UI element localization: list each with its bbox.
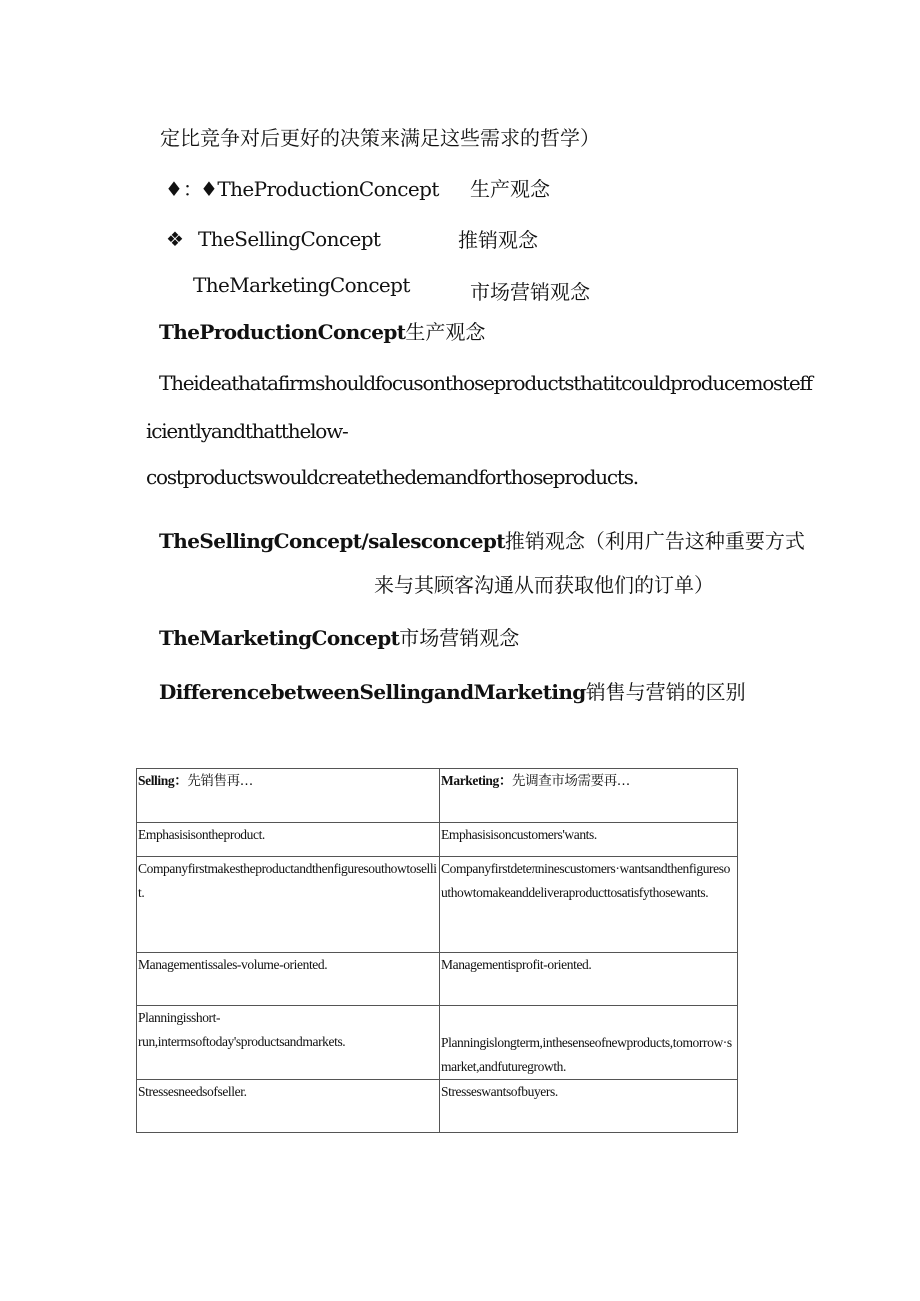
comparison-table xyxy=(136,768,738,1133)
heading-en: TheMarketingConcept xyxy=(159,626,400,650)
production-para-line-3: costproductswouldcreatethedemandforthoseproducts. xyxy=(146,465,638,489)
cell-selling: Managementissales-volume-oriented. xyxy=(137,953,440,1006)
table-row xyxy=(137,823,738,857)
cell-marketing: Stresseswantsofbuyers. xyxy=(440,1080,738,1133)
bullet-label-zh: 推销观念 xyxy=(458,228,538,252)
ornament-bullet-icon: ❖ xyxy=(166,227,184,251)
cell-marketing: Companyfirstdeteπninescustomers·wantsandthenfiguresouthowtomakeanddeliveraproducttosatisfythosewants. xyxy=(440,857,738,953)
marketing-label: Marketing： xyxy=(441,773,512,788)
intro-line: 定比竞争对后更好的决策来满足这些需求的哲学） xyxy=(160,126,600,150)
table-row xyxy=(137,1080,738,1133)
selling-line-1: Planningisshort- xyxy=(138,1010,221,1025)
production-heading xyxy=(159,320,485,344)
selling-heading-cont: 来与其顾客沟通从而获取他们的订单） xyxy=(374,573,714,597)
heading-zh: 销售与营销的区别 xyxy=(585,680,746,704)
production-para-line-1: Theideathatafirmshouldfocusonthoseproductsthatitcouldproducemosteff xyxy=(159,371,812,395)
bullet-label-zh: 生产观念 xyxy=(470,177,550,201)
header-selling xyxy=(137,769,440,823)
bullet-label-zh: 市场营销观念 xyxy=(470,280,590,304)
bullet-label-en: TheSellingConcept xyxy=(198,227,381,251)
heading-zh: 生产观念 xyxy=(405,320,486,344)
diamond-bullet-icon: ♦： xyxy=(165,177,203,201)
selling-label: Selling： xyxy=(138,773,188,788)
marketing-desc: 先调查市场需要再… xyxy=(512,773,630,789)
heading-zh: 推销观念（利用广告这种重要方式 xyxy=(504,529,805,553)
table-row xyxy=(137,953,738,1006)
bullet-label-en: ♦TheProductionConcept xyxy=(200,177,439,201)
cell-selling: Emphasisisontheproduct. xyxy=(137,823,440,857)
selling-heading xyxy=(159,529,805,553)
table-header-row xyxy=(137,769,738,823)
heading-en: DifferencebetweenSellingandMarketing xyxy=(159,680,586,704)
heading-en: TheSellingConcept/salesconcept xyxy=(159,529,505,553)
difference-heading xyxy=(159,680,746,704)
marketing-heading xyxy=(159,626,519,650)
cell-marketing: Managementisprofit-oriented. xyxy=(440,953,738,1006)
cell-selling: Companyfirstmakestheproductandthenfiguresouthowtosellit. xyxy=(137,857,440,953)
table-row xyxy=(137,857,738,953)
selling-desc: 先销售再… xyxy=(187,773,253,789)
production-para-line-2: icientlyandthatthelow- xyxy=(146,419,348,443)
cell-marketing: Planningislongterm,inthesenseofnewproducts,tomorrow·smarket,andfuturegrowth. xyxy=(440,1006,738,1080)
cell-selling: Stressesneedsofseller. xyxy=(137,1080,440,1133)
table-row xyxy=(137,1006,738,1080)
selling-line-2: run,intermsoftoday'sproductsandmarkets. xyxy=(138,1034,346,1049)
cell-marketing: Emphasisisoncustomers'wants. xyxy=(440,823,738,857)
cell-selling xyxy=(137,1006,440,1080)
heading-en: TheProductionConcept xyxy=(159,320,406,344)
bullet-label-en: TheMarketingConcept xyxy=(193,273,410,297)
heading-zh: 市场营销观念 xyxy=(399,626,520,650)
header-marketing xyxy=(440,769,738,823)
